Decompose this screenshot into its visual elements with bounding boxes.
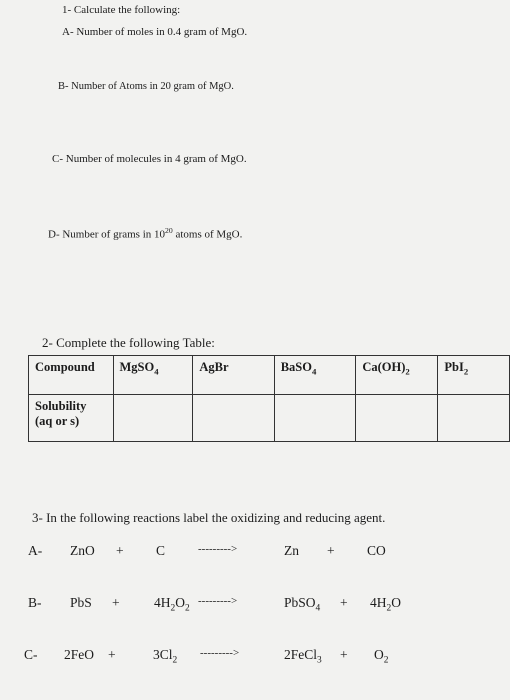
solubility-table <box>28 355 510 442</box>
product: 2FeCl$_3$ <box>284 647 322 666</box>
compound-cell: AgBr <box>193 356 274 395</box>
table-header-solubility: Solubility (aq or s) <box>29 395 114 442</box>
question-1-title: 1- Calculate the following: <box>62 4 181 16</box>
reaction-label: B- <box>28 595 42 610</box>
compound-cell: BaSO$_4$ <box>274 356 356 395</box>
answer-cell[interactable] <box>274 395 356 442</box>
table-row <box>29 356 510 395</box>
table-row <box>29 395 510 442</box>
reactant: C <box>156 543 166 558</box>
answer-cell[interactable] <box>438 395 510 442</box>
plus-sign: + <box>108 647 116 662</box>
product: $O_2$ <box>374 647 389 666</box>
plus-sign: + <box>340 595 348 610</box>
plus-sign: + <box>327 543 335 558</box>
plus-sign: + <box>116 543 124 558</box>
plus-sign: + <box>112 595 120 610</box>
compound-cell: PbI$_2$ <box>438 356 510 395</box>
reaction-label: A- <box>28 543 43 558</box>
reactant: $4H_2O_2$ <box>154 595 190 614</box>
question-2-title: 2- Complete the following Table: <box>42 335 215 350</box>
question-3-title: 3- In the following reactions label the oxidizing and reducing agent. <box>32 510 386 525</box>
product: Zn <box>284 543 299 558</box>
reaction-arrow: ---------> <box>198 595 238 607</box>
answer-cell[interactable] <box>356 395 438 442</box>
product: PbSO$_4$ <box>284 595 321 614</box>
reactant: ZnO <box>70 543 95 558</box>
plus-sign: + <box>340 647 348 662</box>
answer-cell[interactable] <box>193 395 274 442</box>
product: $4H_2O$ <box>370 595 401 614</box>
reactant: 2FeO <box>64 647 94 662</box>
question-1c: C- Number of molecules in 4 gram of MgO. <box>52 153 247 165</box>
answer-cell[interactable] <box>113 395 193 442</box>
reaction-arrow: ---------> <box>198 543 238 555</box>
reaction-label: C- <box>24 647 38 662</box>
question-1b: B- Number of Atoms in 20 gram of MgO. <box>58 81 234 92</box>
reactant: PbS <box>70 595 92 610</box>
compound-cell: MgSO$_4$ <box>113 356 193 395</box>
reactant: $3Cl_2$ <box>153 647 178 666</box>
question-1d: D- Number of grams in $10^{20}$ atoms of MgO. <box>48 226 243 241</box>
table-header-compound: Compound <box>29 356 114 395</box>
question-1a: A- Number of moles in 0.4 gram of MgO. <box>62 26 248 38</box>
reaction-arrow: ---------> <box>200 647 240 659</box>
product: CO <box>367 543 386 558</box>
compound-cell: $Ca(OH)_2$ <box>356 356 438 395</box>
